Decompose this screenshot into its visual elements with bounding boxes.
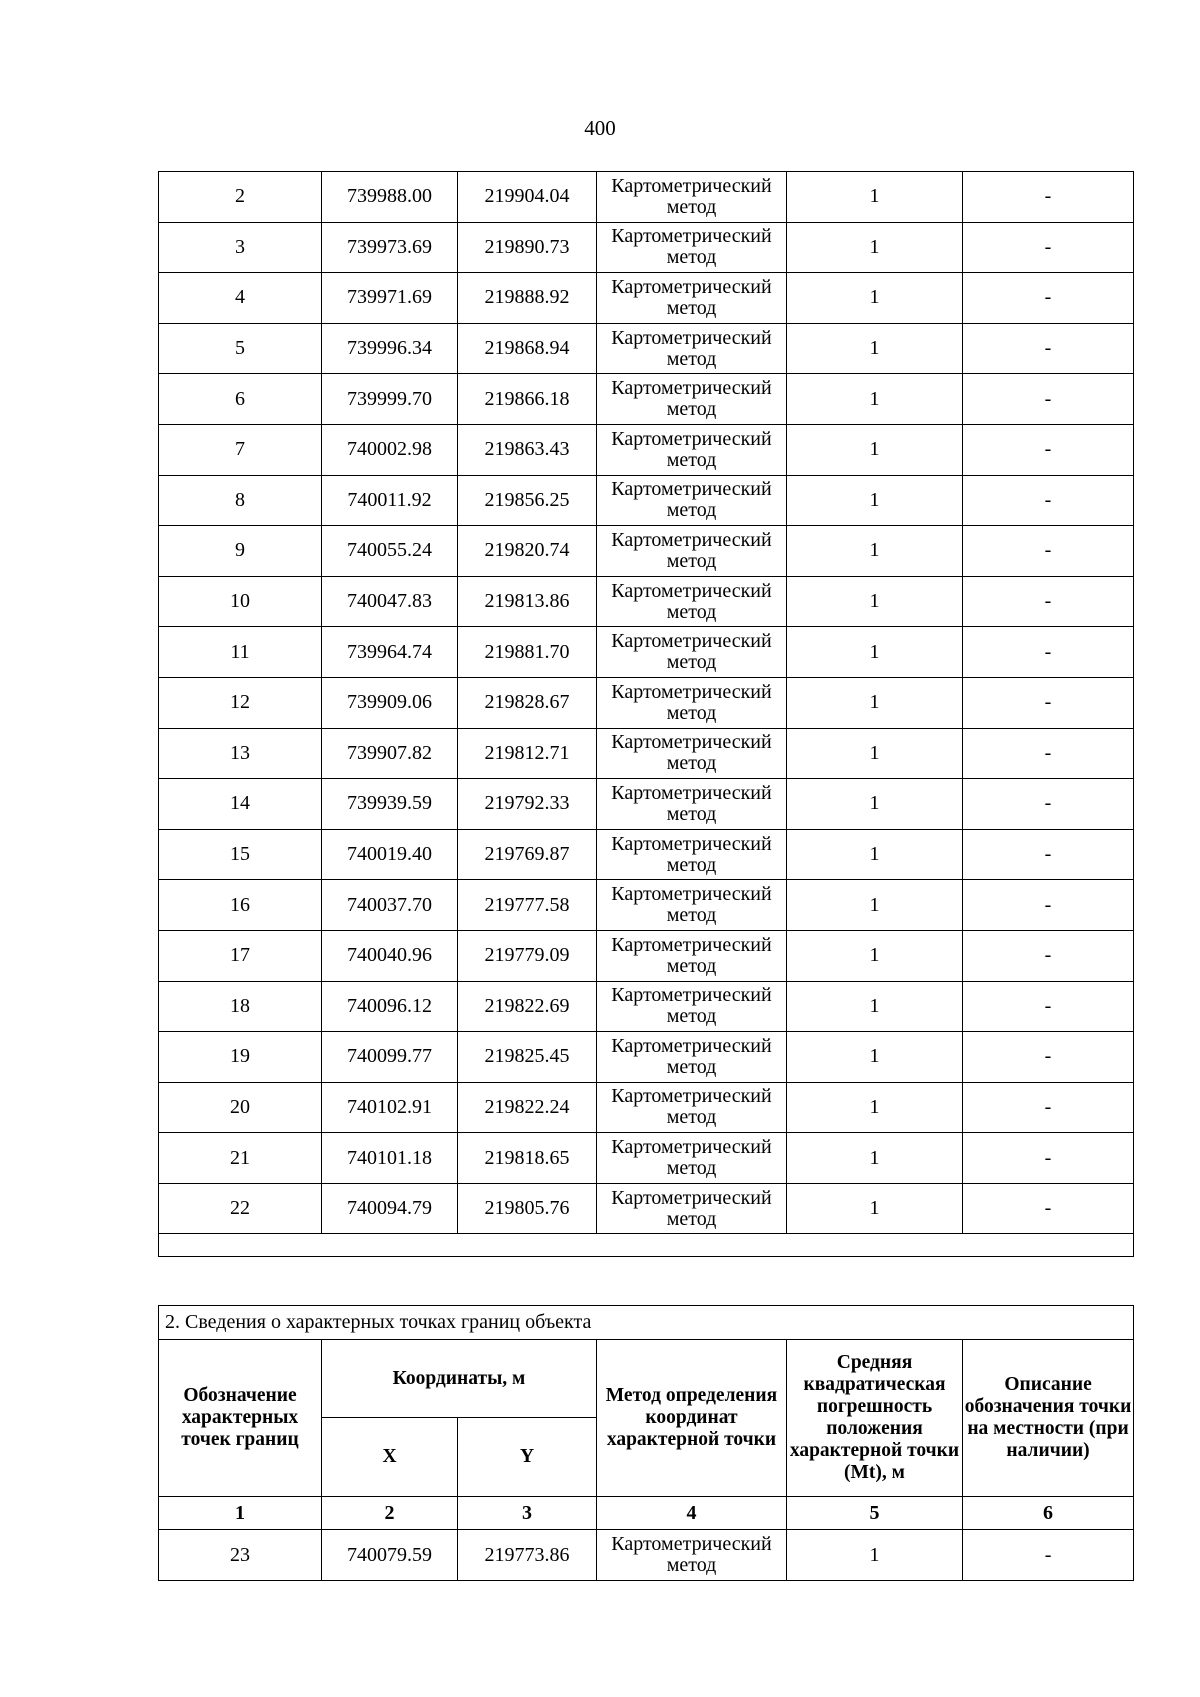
coord-x: 740079.59 — [322, 1530, 458, 1581]
method: Картометрический метод — [597, 576, 787, 627]
table-row — [159, 1133, 1134, 1184]
coord-x: 740019.40 — [322, 829, 458, 880]
coord-y: 219773.86 — [458, 1530, 597, 1581]
table-row — [159, 576, 1134, 627]
description: - — [963, 1133, 1134, 1184]
mt-value: 1 — [787, 1032, 963, 1083]
column-number: 2 — [322, 1497, 458, 1530]
method: Картометрический метод — [597, 526, 787, 577]
header-method: Метод определения координат характерной точки — [597, 1340, 787, 1497]
coord-y: 219868.94 — [458, 323, 597, 374]
table-row — [159, 1082, 1134, 1133]
point-number: 22 — [159, 1183, 322, 1234]
description: - — [963, 526, 1134, 577]
header-coordinates: Координаты, м — [322, 1340, 597, 1418]
table-row — [159, 627, 1134, 678]
characteristic-points-table — [158, 1305, 1134, 1581]
coord-x: 739996.34 — [322, 323, 458, 374]
mt-value: 1 — [787, 829, 963, 880]
mt-value: 1 — [787, 677, 963, 728]
method: Картометрический метод — [597, 374, 787, 425]
section-title: 2. Сведения о характерных точках границ объекта — [159, 1306, 1134, 1340]
column-number: 4 — [597, 1497, 787, 1530]
description: - — [963, 779, 1134, 830]
table-row — [159, 374, 1134, 425]
coord-y: 219769.87 — [458, 829, 597, 880]
description: - — [963, 374, 1134, 425]
method: Картометрический метод — [597, 1032, 787, 1083]
mt-value: 1 — [787, 728, 963, 779]
method: Картометрический метод — [597, 779, 787, 830]
coord-y: 219890.73 — [458, 222, 597, 273]
table-row — [159, 273, 1134, 324]
empty-cell — [159, 1234, 1134, 1257]
header-y: Y — [458, 1418, 597, 1497]
coord-x: 740094.79 — [322, 1183, 458, 1234]
mt-value: 1 — [787, 1133, 963, 1184]
coord-x: 740011.92 — [322, 475, 458, 526]
table-row — [159, 880, 1134, 931]
coord-y: 219822.69 — [458, 981, 597, 1032]
table-row — [159, 930, 1134, 981]
table-row — [159, 779, 1134, 830]
method: Картометрический метод — [597, 222, 787, 273]
method: Картометрический метод — [597, 424, 787, 475]
method: Картометрический метод — [597, 829, 787, 880]
coord-x: 739964.74 — [322, 627, 458, 678]
table-row — [159, 677, 1134, 728]
coord-x: 740101.18 — [322, 1133, 458, 1184]
point-number: 6 — [159, 374, 322, 425]
point-number: 2 — [159, 172, 322, 223]
description: - — [963, 880, 1134, 931]
empty-row — [159, 1234, 1134, 1257]
method: Картометрический метод — [597, 981, 787, 1032]
point-number: 3 — [159, 222, 322, 273]
point-number: 15 — [159, 829, 322, 880]
mt-value: 1 — [787, 880, 963, 931]
header-x: X — [322, 1418, 458, 1497]
mt-value: 1 — [787, 1183, 963, 1234]
coord-x: 739909.06 — [322, 677, 458, 728]
mt-value: 1 — [787, 424, 963, 475]
method: Картометрический метод — [597, 728, 787, 779]
description: - — [963, 222, 1134, 273]
coord-x: 740102.91 — [322, 1082, 458, 1133]
coord-y: 219813.86 — [458, 576, 597, 627]
coord-x: 739907.82 — [322, 728, 458, 779]
coord-x: 739973.69 — [322, 222, 458, 273]
coord-y: 219822.24 — [458, 1082, 597, 1133]
coord-x: 739999.70 — [322, 374, 458, 425]
point-number: 8 — [159, 475, 322, 526]
description: - — [963, 475, 1134, 526]
description: - — [963, 424, 1134, 475]
coord-y: 219777.58 — [458, 880, 597, 931]
table-row — [159, 475, 1134, 526]
coord-x: 740047.83 — [322, 576, 458, 627]
method: Картометрический метод — [597, 475, 787, 526]
coord-x: 740002.98 — [322, 424, 458, 475]
method: Картометрический метод — [597, 323, 787, 374]
coord-y: 219881.70 — [458, 627, 597, 678]
coord-x: 740096.12 — [322, 981, 458, 1032]
point-number: 9 — [159, 526, 322, 577]
method: Картометрический метод — [597, 1530, 787, 1581]
point-number: 20 — [159, 1082, 322, 1133]
coord-y: 219828.67 — [458, 677, 597, 728]
header-description: Описание обозначения точки на местности (при наличии) — [963, 1340, 1134, 1497]
column-number: 3 — [458, 1497, 597, 1530]
point-number: 4 — [159, 273, 322, 324]
coord-x: 740099.77 — [322, 1032, 458, 1083]
column-number: 1 — [159, 1497, 322, 1530]
description: - — [963, 1082, 1134, 1133]
mt-value: 1 — [787, 172, 963, 223]
description: - — [963, 1530, 1134, 1581]
method: Картометрический метод — [597, 880, 787, 931]
coord-y: 219904.04 — [458, 172, 597, 223]
table-row — [159, 981, 1134, 1032]
table-row — [159, 172, 1134, 223]
coord-y: 219820.74 — [458, 526, 597, 577]
point-number: 16 — [159, 880, 322, 931]
description: - — [963, 273, 1134, 324]
method: Картометрический метод — [597, 677, 787, 728]
column-number: 6 — [963, 1497, 1134, 1530]
mt-value: 1 — [787, 1530, 963, 1581]
coord-y: 219825.45 — [458, 1032, 597, 1083]
coord-y: 219856.25 — [458, 475, 597, 526]
table-row — [159, 222, 1134, 273]
coord-y: 219812.71 — [458, 728, 597, 779]
description: - — [963, 576, 1134, 627]
coord-x: 740055.24 — [322, 526, 458, 577]
column-number: 5 — [787, 1497, 963, 1530]
point-number: 7 — [159, 424, 322, 475]
coord-y: 219818.65 — [458, 1133, 597, 1184]
method: Картометрический метод — [597, 1183, 787, 1234]
method: Картометрический метод — [597, 627, 787, 678]
mt-value: 1 — [787, 576, 963, 627]
mt-value: 1 — [787, 323, 963, 374]
point-number: 10 — [159, 576, 322, 627]
coord-x: 739988.00 — [322, 172, 458, 223]
coord-y: 219863.43 — [458, 424, 597, 475]
table-row — [159, 424, 1134, 475]
point-number: 12 — [159, 677, 322, 728]
description: - — [963, 1183, 1134, 1234]
point-number: 18 — [159, 981, 322, 1032]
description: - — [963, 627, 1134, 678]
description: - — [963, 728, 1134, 779]
point-number: 19 — [159, 1032, 322, 1083]
method: Картометрический метод — [597, 1082, 787, 1133]
point-number: 13 — [159, 728, 322, 779]
coord-y: 219805.76 — [458, 1183, 597, 1234]
mt-value: 1 — [787, 779, 963, 830]
coordinates-table-continued — [158, 171, 1134, 1257]
description: - — [963, 172, 1134, 223]
page-number: 400 — [584, 116, 616, 140]
point-number: 23 — [159, 1530, 322, 1581]
table-row — [159, 1032, 1134, 1083]
mt-value: 1 — [787, 475, 963, 526]
coord-y: 219792.33 — [458, 779, 597, 830]
description: - — [963, 323, 1134, 374]
header-designation: Обозначение характерных точек границ — [159, 1340, 322, 1497]
method: Картометрический метод — [597, 273, 787, 324]
point-number: 21 — [159, 1133, 322, 1184]
description: - — [963, 1032, 1134, 1083]
mt-value: 1 — [787, 981, 963, 1032]
table-row — [159, 1183, 1134, 1234]
description: - — [963, 829, 1134, 880]
mt-value: 1 — [787, 627, 963, 678]
point-number: 17 — [159, 930, 322, 981]
description: - — [963, 981, 1134, 1032]
table-row — [159, 829, 1134, 880]
coord-x: 739971.69 — [322, 273, 458, 324]
mt-value: 1 — [787, 930, 963, 981]
table-row — [159, 526, 1134, 577]
method: Картометрический метод — [597, 1133, 787, 1184]
table-row — [159, 323, 1134, 374]
point-number: 14 — [159, 779, 322, 830]
point-number: 11 — [159, 627, 322, 678]
description: - — [963, 677, 1134, 728]
mt-value: 1 — [787, 526, 963, 577]
coord-x: 740037.70 — [322, 880, 458, 931]
coord-x: 739939.59 — [322, 779, 458, 830]
mt-value: 1 — [787, 273, 963, 324]
table-row — [159, 728, 1134, 779]
coord-y: 219866.18 — [458, 374, 597, 425]
point-number: 5 — [159, 323, 322, 374]
mt-value: 1 — [787, 222, 963, 273]
coord-x: 740040.96 — [322, 930, 458, 981]
coord-y: 219779.09 — [458, 930, 597, 981]
method: Картометрический метод — [597, 172, 787, 223]
header-mt: Средняя квадратическая погрешность положения характерной точки (Mt), м — [787, 1340, 963, 1497]
mt-value: 1 — [787, 374, 963, 425]
method: Картометрический метод — [597, 930, 787, 981]
table-row — [159, 1530, 1134, 1581]
description: - — [963, 930, 1134, 981]
mt-value: 1 — [787, 1082, 963, 1133]
coord-y: 219888.92 — [458, 273, 597, 324]
